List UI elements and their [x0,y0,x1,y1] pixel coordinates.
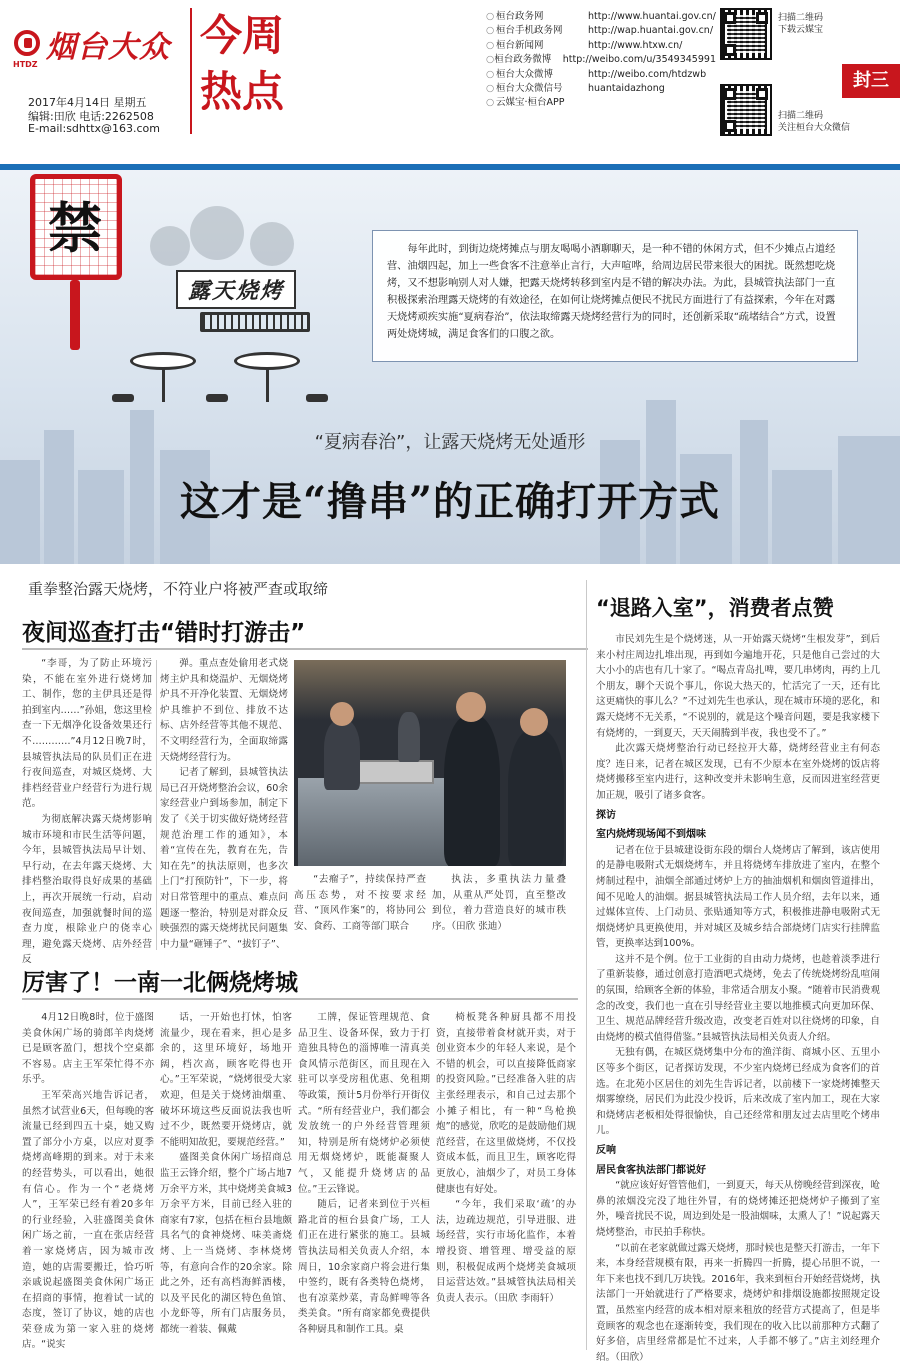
column-divider [156,660,157,950]
grill-icon [200,312,310,332]
link-row[interactable]: ○ 桓台大众微博 http://weibo.com/htdzwb [486,68,707,80]
link-row[interactable]: ○ 桓台政务微博 http://weibo.com/u/3549345991 [486,54,716,66]
subsection-title: 室内烧烤现场闻不到烟味 [596,829,706,841]
qr-code-icon[interactable] [720,84,772,136]
qr-code-icon[interactable] [720,8,772,60]
cities-column-4: 椅板凳各种厨具都不用投资，直接带着食材就开卖，对于创业资本少的年轻人来说，是个不错的机会，可以直接降低商家的投资风险。”已经准备入驻的店主张经理表示，和自己过去那个小摊子相比，有一种“鸟枪换炮”的感觉，欣吃的是鼓励他们规范经营，在这里做烧烤，不仅投资成本低，而且卫生，顾客吃得更放心，油烟少了，对员工身体健康也有好处。 “今年，我们采取‘疏’的办法，边疏边规范，引导进服、进场经营，实行市场化监作，本着增投资、增管理、增受益的原则，积极促成两个烧烤美食城项目运营达效。”县城管执法局相关负责人表示。（田欣 李雨轩） [436,1012,576,1304]
patrol-column-2: 弹。重点查处偷用老式烧烤主炉具和烧温炉、无烟烧烤炉具不开净化装置、无烟烧烤炉具维护不到位、排放不达标、店外经营等其他不规范、不文明经营行为，全面取缔露天烧烤经营行为。 记者了解到，县城管执法局已召开烧烤整治会议，60余家经营业户到场参加，制定下发了《关于切实做好烧烤经营规范治理工作的通知》，本着“宣传在先，教育在先，告知在先”的执法原则，也多次上门“打预防针”，下一步，将对日常管理中的重点、难点问题逐一整治，特别是对群众反映强烈的露天烧烤扰民问题集中力量“砸锤子”、“拔钉子”、 [160,658,288,950]
link-row[interactable]: ○ 云媒宝·桓台APP [486,97,565,109]
sign-handle [70,280,80,350]
article-subhead: 重拳整治露天烧烤，不符业户将被严查或取缔 [28,580,329,598]
consumer-column: 市民刘先生是个烧烤迷，从一开始露天烧烤“生根发芽”，到后来小村庄周边扎堆出现，再到如今遍地开花，只是他自己尝过的大大小小的店也有几十家了。“喝点青岛扎啤，要几串烤肉，再约上几个朋友，聊个天说个事儿，你说大热天的，忙活完了一天，还有比这更痛快的事儿么？”不过刘先生也承认，现在城市环境的恶化，和露天烧烤不无关系，“不说别的，就是这个噪音问题，要是我家楼下有烧烤的，一到夏天，天天闹腾到半夜，我也受不了。” 此次露天烧烤整治行动已经拉开大幕，烧烤经营业主有何态度？连日来，记者在城区发现，已有不少原本在室外烧烤的饭店将烧烤搬移至室内进行，这种改变并未影响生意，反而因进室经营更加正规，吸引了诸多食客。 探访 室内烧烤现场闻不到烟味 记者在位于县城建设街东段的烟台人烧烤店了解到，该店使用的是静电吸附式无烟烧烤车，并且将烧烤车排放进了室内，在整个烤制过程中，油烟全部通过烤炉上方的抽油烟机和烟囱管道排出，闻不见呛人的油烟。据县城管执法局工作人员介绍，去年以来，通过媒体宣传、上门动员、张贴通知等方式，积极推进静电吸附式无烟烧烤炉具更换使用，并对城区及城乡结合部烧烤门店实行挂牌监管，更换率达到100%。 这并不是个例。位于工业街的自由动力烧烤，也趁着淡季进行了重新装修，通过创意打造酒吧式烧烤，免去了传统烧烤纷乱喧闹的氛围，给顾客全新的体验，非常适合朋友小聚。“随着市民消费观念的改变，我们也一直在引导经营业主要以地推模式向更加环保、卫生、规范品牌经营升级改造，改变老百姓对以往烧烤的印象，自由烧烤的模式值得借鉴。”县城管执法局相关负责人介绍。 无独有偶，在城区烧烤集中分布的渔洋街、商城小区、五里小区等多个街区，记者探访发现，不少室内烧烤已经成为食客们的首选。在北苑小区居住的刘先生告诉记者，以前楼下一家烧烤摊整天烟雾缭绕，居民们为此没少投诉，后来改成了室内加工，现在大家和烧烤店老板相处得很愉快，自己还经常和朋友过去店里吃个烤串儿。 反响 居民食客执法部门都说好 “就应该好好管管他们，一到夏天，每天从傍晚经营到深夜，呛鼻的浓烟没完没了地往外冒，有的烧烤摊还把烧烤炉子搬到了室外，噪音扰民不说，周边到处是一股油烟味，太熏人了！”说起露天烧烤整治，市民拍手称快。 “以前在老家就做过露天烧烤，那时候也是整天打游击，一年下来，本身经营规模有限，再来一折腾四一折腾，提心吊胆不说，一年下来也找不到几万块钱。2016年，我来到桓台开始经营烧烤，执法部门一开始就进行了严格要求，烧烤炉和排烟设施都按照规定设置，虽然室内经营的成本相对原来租放的经营方式提高了，但是毕竟顾客的观念也在逐渐转变，我们现在的收入比以前那种方式翻了好多倍，店里经常都是忙不过来，人手都不够了。”店主刘经理介绍。（田欣） [596,634,880,1363]
smoke-icon [250,222,294,266]
page-tag: 封三 [842,64,900,98]
stool-icon [306,394,328,402]
heading-night-patrol: 夜间巡查打击“错时打游击” [22,620,306,646]
qr-caption: 扫描二维码 下载云媒宝 [778,13,824,35]
table-leg [162,368,165,402]
smoke-icon [150,226,190,266]
ban-character: 禁 [48,196,102,260]
masthead [0,0,900,160]
section-title [190,8,296,134]
smoke-icon [190,206,244,260]
subsection-title: 居民食客执法部门都说好 [596,1164,706,1176]
main-headline: 这才是“撸串”的正确打开方式 [179,478,720,525]
cities-column-3: 工牌，保证管理规范、食品卫生、设备环保，致力于打造独具特色的淄博唯一清真美食风情示范街区，而且现在入驻可以享受房租优惠、免租期等政策，预计5月份举行开街仪式。“所有经营业户，我们都会发放统一的户外经营管理须知，特别是所有烧烤炉必须使用无烟烧烤炉，既能凝聚人气，又能提升烧烤店的品位。”王云锋说。 随后，记者来到位于兴桓路北首的桓台县食广场，工人们正在进行紧张的施工。县城管执法局相关负责人介绍，本周日，10余家商户将会进行集中签约，既有各类特色烧烤，也有凉菜炒菜，青岛鲜啤等各类美食。“所有商家都免费提供各种厨具和制作工具。桌 [298,1012,430,1335]
newspaper-logo-icon [14,30,40,56]
qr-caption: 扫描二维码 关注桓台大众微信 [778,111,851,133]
banner-top-rule [0,164,900,170]
section-title-line1: 今周 [200,11,285,60]
link-row[interactable]: ○ 桓台手机政务网 http://wap.huantai.gov.cn/ [486,25,714,37]
section-title-line2: 热点 [200,67,285,116]
stool-icon [206,394,228,402]
link-list [486,10,716,111]
divider [22,648,588,650]
editor-line: 编辑:田欣 电话:2262508 [28,110,154,123]
cities-column-2: 话，一开始也打怵，怕客流量少，现在看来，担心是多余的，这里环境好，场地开阔，档次高，顾客吃得也开心。”王军荣说，“烧烤很受大家欢迎，但是关于烧烤油烟重、破坏环境这些反面说法我也听过不少，既然要开烧烤店，就不能明知故犯，要规范经营。” 盛图美食休闲广场招商总监王云锋介绍，整个广场占地7万余平方米，其中烧烤美食城3万余平方米，目前已经入驻的商家有7家，包括在桓台县地颇具名气的食神烧烤、味美斋烧烤、上一当烧烤、李林烧烤等，有意向合作的20余家。除此之外，还有高档海鲜酒楼，以及平民化的湖区特色鱼馆、小龙虾等，所有门店服务员，都统一着装、佩戴 [160,1012,292,1335]
heading-two-bbq-cities: 厉害了！一南一北俩烧烤城 [22,970,298,996]
link-row[interactable]: ○ 桓台大众微信号 huantaidazhong [486,83,665,95]
newspaper-logo-text: 烟台大众 [46,30,170,65]
patrol-column-3: “去瘤子”，持续保持严查高压态势，对不按要求经营、“顶风作案”的，将协同公安、食药、工商等部门联合 [294,874,426,932]
subsection-label: 反响 [596,1145,616,1156]
stool-icon [112,394,134,402]
patrol-column-1: “李哥，为了防止环境污染，不能在室外进行烧烤加工、制作，您的主伊具还是得拍到室内……”孙姐，您这里检查一下无烟净化设备效果还行不…………”4月12日晚7时，县城管执法局的队员们正在进行夜间巡查，对城区烧烤、大排档经营业户经营行为进行规范。 为彻底解决露天烧烤影响城市环境和市民生活等问题，今年，县城管执法局早计划、早行动，在去年露天烧烤、大排档整治取得良好成果的基础上，再次开展统一行动，启动夜间巡查，加强就餐时间的巡查力度，根除业户的侥幸心理，避免露天烧烤、店外经营反 [22,658,152,966]
issue-date: 2017年4月14日 星期五 [28,96,147,109]
patrol-column-4: 执法，多重执法力量叠加，从重从严处罚，直至整改到位，着力营造良好的城市秩序。（田欣 张迪） [432,874,566,932]
subsection-label: 探访 [596,809,616,821]
column-divider [586,580,587,1350]
bbq-label: 露天烧烤 [176,270,296,309]
table-leg [266,368,269,402]
divider [22,998,578,1000]
headline-kicker: “夏病春治”，让露天烧烤无处遁形 [314,432,586,453]
news-photo [294,660,566,866]
link-row[interactable]: ○ 桓台政务网 http://www.huantai.gov.cn/ [486,11,716,22]
link-row[interactable]: ○ 桓台新闻网 http://www.htxw.cn/ [486,39,683,51]
cities-column-1: 4月12日晚8时，位于盛图美食休闲广场的骑郎羊肉烧烤已是顾客盈门，想找个空桌都不容易。店主王军荣忙得不亦乐乎。 王军荣高兴地告诉记者，虽然才试营业6天，但每晚的客流量已经到四五十桌，她又购置了部分小方桌，以应对夏季烧烤高峰期的到来。对于未来的经营势头，可以看出，她很有信心。作为一个“老烧烤人”，王军荣已经有着20多年的行业经验，入驻盛图美食休闲广场之前，一直在张店经营着一家烧烤店，因为城市改造，她的店需要搬迁，恰巧听亲戚说起盛图美食休闲广场正在招商的事情，抱着试一试的态度，签订了协议，她的店也荣登成为第一家入驻的烧烤店。“说实 [22,1012,154,1351]
intro-paragraph: 每年此时，到街边烧烤摊点与朋友喝喝小酒聊聊天，是一种不错的休闲方式，但不少摊点占道经营、油烟四起，加上一些食客不注意举止言行，大声喧哗，给周边居民带来很大的困扰。既然想吃烧烤，又不想影响别人对人嫌，把露天烧烤转移到室内是不错的解决办法。为此，县城管执法部门一直积极探索治理露天烧烤的有效途径，在如何让烧烤摊点便民不扰民方面进行了有益探索，今年在对露天烧烤顽疾实施“夏病春治”，依法取缔露天烧烤经营行为的同时，还创新采取“疏堵结合”方式，设置两处烧烤城，满足食客们的口腹之欲。 [372,230,858,362]
email-line: E-mail:sdhttx@163.com [28,122,160,135]
heading-consumers: “退路入室”，消费者点赞 [596,596,834,620]
logo-subtitle: HTDZ [13,60,38,69]
